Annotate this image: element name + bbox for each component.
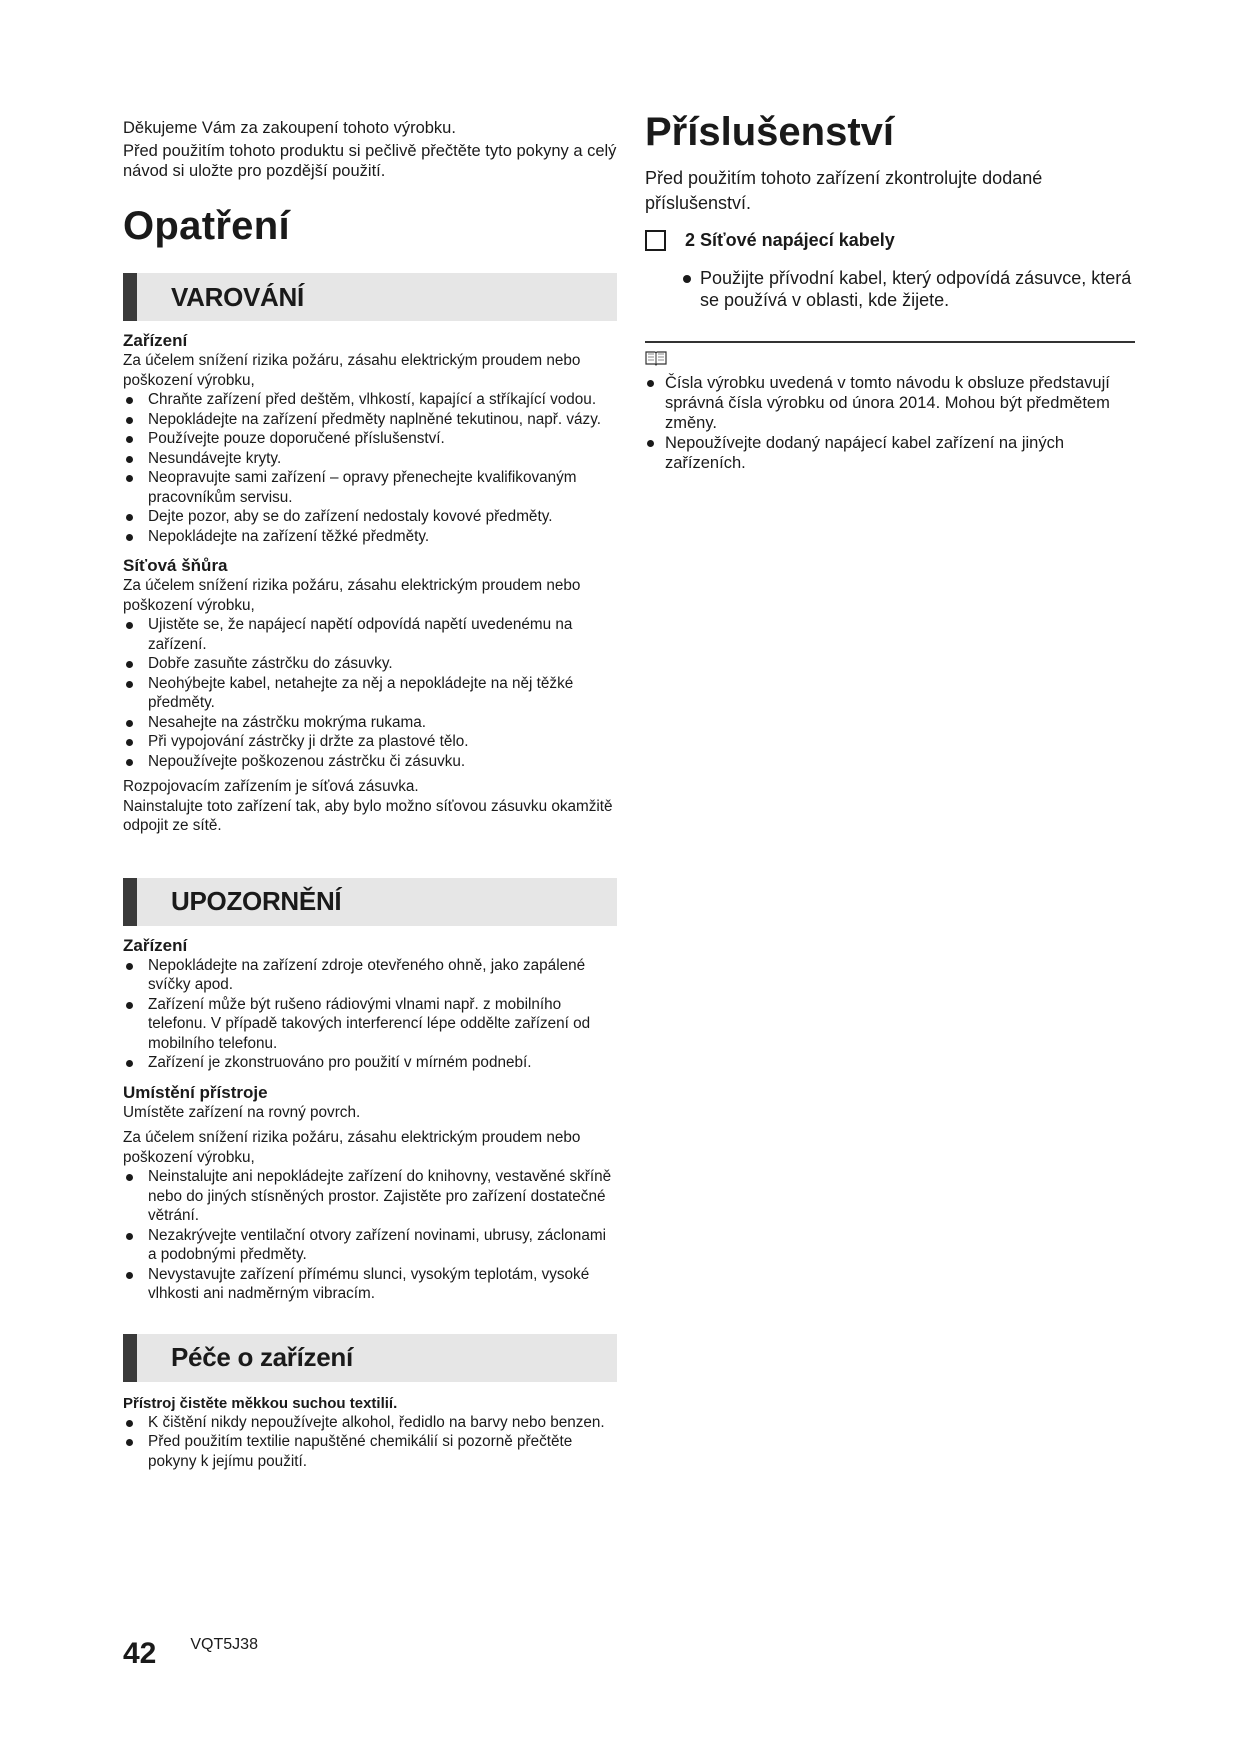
list-item: Nesahejte na zástrčku mokrýma rukama. — [123, 713, 617, 733]
document-code: VQT5J38 — [190, 1636, 258, 1653]
accessories-title: Příslušenství — [645, 110, 895, 154]
page-title: Opatření — [123, 204, 290, 248]
care-header — [123, 1334, 617, 1382]
accessory-item — [645, 230, 1139, 251]
list-item: Čísla výrobku uvedená v tomto návodu k obsluze představují správná čísla výrobku od února 2014. Mohou být předmětem změny. — [645, 373, 1139, 433]
care-heading: Péče o zařízení — [171, 1342, 353, 1372]
divider — [645, 341, 1135, 343]
left-column — [123, 118, 617, 1471]
checkbox-icon — [645, 230, 666, 251]
list-item: Zařízení může být rušeno rádiovými vlnami např. z mobilního telefonu. V případě takových interferencí lépe oddělte zařízení od mobilního telefonu. — [123, 995, 617, 1054]
care-instruction: Přístroj čistěte měkkou suchou textilií. — [123, 1394, 398, 1412]
notes-list — [645, 373, 1139, 473]
accessory-note: Použijte přívodní kabel, který odpovídá zásuvce, která se používá v oblasti, kde žijete. — [645, 267, 1139, 311]
list-item: Neopravujte sami zařízení – opravy přenechejte kvalifikovaným pracovníkům servisu. — [123, 468, 617, 507]
intro-instructions: Před použitím tohoto produktu si pečlivě přečtěte tyto pokyny a celý návod si uložte pro pozdější použití. — [123, 142, 617, 180]
list-item: Dejte pozor, aby se do zařízení nedostaly kovové předměty. — [123, 507, 617, 527]
accessory-label: 2 Síťové napájecí kabely — [685, 230, 895, 250]
list-item: Dobře zasuňte zástrčku do zásuvky. — [123, 654, 617, 674]
warning-cord-title: Síťová šňůra — [123, 556, 228, 575]
list-item: Nesundávejte kryty. — [123, 449, 617, 469]
page-footer — [123, 1636, 258, 1672]
warning-cord-list — [123, 615, 617, 771]
intro-thanks: Děkujeme Vám za zakoupení tohoto výrobku. — [123, 119, 456, 137]
warning-device-title: Zařízení — [123, 331, 188, 350]
list-item: Nepoužívejte poškozenou zástrčku či zásuvku. — [123, 752, 617, 772]
install-note: Nainstalujte toto zařízení tak, aby bylo možno síťovou zásuvku okamžitě odpojit ze sítě. — [123, 797, 613, 834]
care-list — [123, 1413, 617, 1472]
list-item: Používejte pouze doporučené příslušenství. — [123, 429, 617, 449]
warning-heading: VAROVÁNÍ — [171, 281, 304, 312]
page-number: 42 — [123, 1637, 157, 1670]
list-item: Chraňte zařízení před deštěm, vlhkostí, kapající a stříkající vodou. — [123, 390, 617, 410]
caution-place-title: Umístění přístroje — [123, 1082, 268, 1102]
list-item: K čištění nikdy nepoužívejte alkohol, ředidlo na barvy nebo benzen. — [123, 1413, 617, 1433]
list-item: Před použitím textilie napuštěné chemikálií si pozorně přečtěte pokyny k jejímu použití. — [123, 1432, 617, 1471]
caution-place-line: Umístěte zařízení na rovný povrch. — [123, 1103, 361, 1121]
warning-device-list — [123, 390, 617, 546]
list-item: Nepokládejte na zařízení zdroje otevřeného ohně, jako zapálené svíčky apod. — [123, 956, 617, 995]
list-item: Nepokládejte na zařízení předměty naplněné tekutinou, např. vázy. — [123, 410, 617, 430]
list-item: Nevystavujte zařízení přímému slunci, vysokým teplotám, vysoké vlhkosti ani nadměrným vibracím. — [123, 1265, 617, 1304]
warning-header — [123, 273, 617, 321]
right-column — [645, 108, 1139, 473]
caution-place-intro: Za účelem snížení rizika požáru, zásahu elektrickým proudem nebo poškození výrobku, — [123, 1129, 581, 1166]
list-item: Neohýbejte kabel, netahejte za něj a nepokládejte na něj těžké předměty. — [123, 674, 617, 713]
list-item: Nepokládejte na zařízení těžké předměty. — [123, 527, 617, 547]
list-item: Ujistěte se, že napájecí napětí odpovídá napětí uvedenému na zařízení. — [123, 615, 617, 654]
accessories-intro: Před použitím tohoto zařízení zkontrolujte dodané příslušenství. — [645, 168, 1043, 213]
caution-device-list — [123, 956, 617, 1073]
section-marker — [123, 273, 137, 321]
disconnect-note: Rozpojovacím zařízením je síťová zásuvka. — [123, 778, 419, 795]
list-item: Zařízení je zkonstruováno pro použití v mírném podnebí. — [123, 1053, 617, 1073]
warning-cord-intro: Za účelem snížení rizika požáru, zásahu elektrickým proudem nebo poškození výrobku, — [123, 577, 581, 614]
section-marker — [123, 878, 137, 926]
book-icon — [645, 350, 667, 366]
list-item: Při vypojování zástrčky ji držte za plastové tělo. — [123, 732, 617, 752]
warning-device-intro: Za účelem snížení rizika požáru, zásahu elektrickým proudem nebo poškození výrobku, — [123, 352, 581, 389]
caution-header — [123, 878, 617, 926]
list-item: Nezakrývejte ventilační otvory zařízení novinami, ubrusy, záclonami a podobnými předměty. — [123, 1226, 617, 1265]
list-item: Neinstalujte ani nepokládejte zařízení do knihovny, vestavěné skříně nebo do jiných stísněných prostor. Zajistěte pro zařízení dostatečné větrání. — [123, 1167, 617, 1226]
list-item: Nepoužívejte dodaný napájecí kabel zařízení na jiných zařízeních. — [645, 433, 1139, 473]
intro — [123, 118, 617, 181]
caution-heading: UPOZORNĚNÍ — [171, 886, 342, 916]
caution-device-title: Zařízení — [123, 935, 188, 955]
section-marker — [123, 1334, 137, 1382]
caution-place-list — [123, 1167, 617, 1304]
